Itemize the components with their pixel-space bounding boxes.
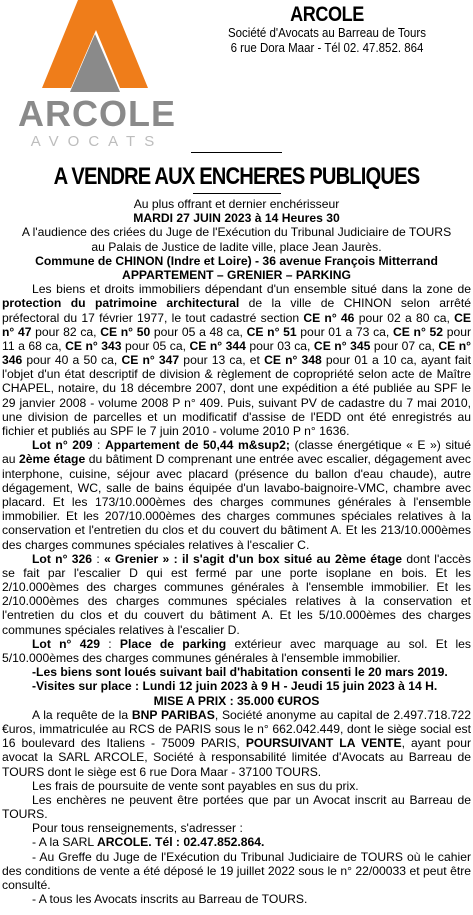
contact-arcole-phone: ARCOLE. Tél : 02.47.852.864. (97, 835, 265, 850)
firm-name: ARCOLE (290, 3, 364, 26)
p1-text-v: pour 40 a 50 ca, (22, 353, 122, 368)
arcole-logo (8, 0, 186, 152)
contact-avocats: - A tous les Avocats inscrits au Barreau de TOURS. (32, 892, 308, 907)
p1-text-z: pour 01 a 10 ca, ayant fait l'objet d'un état descriptif de division & règlement de copropriété selon acte de Maître CHAPEL, notaire, du 18 décembre 2007, dont une expédition a été publiée au SPF le 29 janvier 2008 - volume 2008 P n° 409. Puis, suivant PV de cadastre du 7 mai 2010, une division de parcelles et un modificatif d'assise de l'EDD ont été enregistrés au fichier et publiés au SPF le 7 juin 2010 - volume 2010 P n° 1636. (2, 353, 471, 438)
page-title: A VENDRE AUX ENCHERES PUBLIQUES (53, 163, 420, 190)
lot-209-text-b: du bâtiment D comprenant une entrée avec escalier, dégagement avec interphone, cuisine, séjour avec placard (présence du ballon d'eau chaude), autre dégagement, WC, salle de bains équipée d'un lavabo-baignoire-VMC, chambre avec placard. Et les 173/10.000èmes des charges communes générales à l'ensemble immobilier. Et les 207/10.000èmes des charges communes spéciales relatives à la conservation et l'entretien du clos et du couvert du bâtiment A. Et les 213/10.000èmes des charges communes spéciales relatives à l'escalier C. (2, 452, 471, 552)
p1-text-p: pour 05 ca, (121, 338, 190, 353)
p1-text-i: pour 05 a 48 ca, (150, 324, 247, 339)
commune: Commune de CHINON (Indre et Loire) - 36 avenue François Mitterrand (35, 253, 438, 268)
parcel-46: CE n° 46 (303, 310, 355, 325)
intro-line-1: Au plus offrant et dernier enchérisseur (133, 197, 340, 211)
lot-209: Lot n° 209 : Appartement de 50,44 m&sup2; (classe énergétique « E ») situé au 2ème étage du bâtiment D comprenant une entrée avec escalier, dégagement avec interphone, cuisine, séjour avec placard (présence du ballon d'eau chaude), autre dégagement, WC, salle de bains équipée d'un lavabo-baignoire-VMC, chambre avec placard. Et les 173/10.000èmes des charges communes générales à l'ensemble immobilier. Et les 207/10.000èmes des charges communes spéciales relatives à la conservation et l'entretien du clos et du couvert du bâtiment A. Et les 213/10.000èmes des charges communes spéciales relatives à l'escalier C. (2, 438, 472, 552)
parcel-51: CE n° 51 (246, 324, 297, 339)
intro-line-4: au Palais de Justice de ladite ville, place Jean Jaurès. (91, 239, 382, 254)
announcement-body (2, 197, 471, 906)
lot-326-head: « Grenier » : il s'agit d'un box situé au 2ème étage (104, 551, 403, 566)
bids-notice: Les enchères ne peuvent être portées que par un Avocat inscrit au Barreau de TOURS. (2, 792, 471, 822)
divider-title (193, 193, 281, 194)
lot-326-label: Lot n° 326 (32, 551, 93, 566)
requete-bnp: BNP PARIBAS (131, 707, 215, 722)
parcel-343: CE n° 343 (65, 338, 122, 353)
lease-notice: -Les biens sont loués suivant bail d'habitation consenti le 20 mars 2019. (32, 665, 448, 680)
arcole-logo-graphic (8, 0, 186, 152)
lot-209-head: Appartement de 50,44 m&sup2; (104, 438, 290, 453)
logo-subword: AVOCATS (30, 133, 164, 150)
fees-notice: Les frais de poursuite de vente sont payables en sus du prix. (32, 778, 359, 793)
p1-text-e: pour 02 a 80 ca, (354, 310, 455, 325)
lot-326-text: dont l'accès se fait par l'escalier D qui est fermé par une porte isoplane en bois. Et les 2/10.000èmes des charges communes générales à l'ensemble immobilier. Et les 2/10.000èmes des charges communes spéciales relatives à la conservation et l'entretien du clos et du couvert du bâtiment A. Et les 5/10.000èmes des charges communes spéciales relatives à l'escalier D. (2, 551, 471, 637)
lot-209-label: Lot n° 209 (32, 438, 93, 453)
sale-date: MARDI 27 JUIN 2023 à 14 Heures 30 (133, 211, 340, 226)
info-intro: Pour tous renseignements, s'adresser : (32, 821, 243, 836)
lot-429-label: Lot n° 429 (32, 636, 100, 651)
parcel-344: CE n° 344 (189, 338, 246, 353)
p1-text-g: pour 82 ca, (31, 324, 101, 339)
parcel-348: CE n° 348 (264, 353, 322, 368)
description-paragraph (2, 282, 471, 438)
firm-line-2: 6 rue Dora Maar - Tél 02. 47.852. 864 (230, 41, 424, 55)
parcel-345: CE n° 345 (313, 338, 371, 353)
lot-429: Lot n° 429 : Place de parking extérieur avec marquage au sol. Et les 5/10.000èmes des charges communes générales à l'ensemble immobilier. (2, 636, 472, 665)
firm-header (188, 4, 466, 56)
lot-326: Lot n° 326 : « Grenier » : il s'agit d'un box situé au 2ème étage dont l'accès se fait par l'escalier D qui est fermé par une porte isoplane en bois. Et les 2/10.000èmes des charges communes générales à l'ensemble immobilier. Et les 2/10.000èmes des charges communes spéciales relatives à la conservation et l'entretien du clos et du couvert du bâtiment A. Et les 5/10.000èmes des charges communes spéciales relatives à l'escalier D. (2, 551, 471, 637)
visits-notice: -Visites sur place : Lundi 12 juin 2023 à 9 H - Jeudi 15 juin 2023 à 14 H. (32, 679, 438, 694)
p1-text-c: de la ville de CHINON selon arrêté préfectoral du 17 février 1977, le tout cadastré section (2, 296, 471, 325)
parcel-47: CE n° 47 (2, 310, 471, 339)
requete-text-c: , ayant pour avocat la SARL ARCOLE, Société à responsabilité limitée d'Avocats au Barreau de TOURS dont le siège est 6 rue Dora Maar - 37100 TOURS. (2, 736, 471, 779)
divider-short (191, 152, 282, 153)
requete-paragraph (2, 708, 471, 779)
requete-text-b: , Société anonyme au capital de 2.497.718.722 €uros, immatriculée au RCS de PARIS sous le n° 662.042.449, dont le siège social est 16 boulevard des Italiens - 75009 PARIS, (2, 707, 472, 751)
contact-greffe: - Au Greffe du Juge de l'Exécution du Tribunal Judiciaire de TOURS où le cahier des conditions de vente a été déposé le 19 juillet 2022 sous le n° 22/00033 et peut être consulté. (2, 849, 471, 892)
p1-text-t: pour 07 ca, (370, 338, 439, 353)
parcel-346: CE n° 346 (2, 338, 471, 368)
parcel-50: CE n° 50 (100, 324, 151, 339)
starting-price: MISE A PRIX : 35.000 €UROS (153, 693, 320, 708)
lot-209-text-a: (classe énergétique « E ») situé au (2, 438, 472, 467)
p1-text-x: pour 13 ca, et (179, 353, 265, 368)
p1-text-r: pour 03 ca, (245, 338, 314, 353)
parcel-52: CE n° 52 (393, 324, 444, 339)
p1-text-b: protection du patrimoine architectural (2, 296, 240, 311)
requete-poursuivant: POURSUIVANT LA VENTE (245, 736, 402, 751)
lot-209-floor: 2ème étage (18, 452, 86, 467)
contact-arcole (2, 835, 471, 849)
contact-arcole-text: - A la SARL (32, 835, 98, 850)
requete-text-a: A la requête de la (32, 707, 132, 722)
p1-text-a: Les biens et droits immobiliers dépendant d'un ensemble situé dans la zone de (32, 282, 471, 297)
lot-429-text: extérieur avec marquage au sol. Et les 5/10.000èmes des charges communes générales à l'ensemble immobilier. (2, 636, 472, 665)
parcel-347: CE n° 347 (121, 353, 180, 368)
lot-429-head: Place de parking (119, 636, 227, 651)
firm-line-1: Société d'Avocats au Barreau de Tours (227, 26, 427, 40)
p1-text-l: pour 01 a 73 ca, (296, 324, 393, 339)
logo-wordmark: ARCOLE (18, 93, 176, 134)
property-type: APPARTEMENT – GRENIER – PARKING (122, 267, 351, 282)
p1-text-n: pour 11 a 68 ca, (2, 324, 471, 353)
intro-line-3: A l'audience des criées du Juge de l'Exécution du Tribunal Judiciaire de TOURS (21, 225, 452, 240)
